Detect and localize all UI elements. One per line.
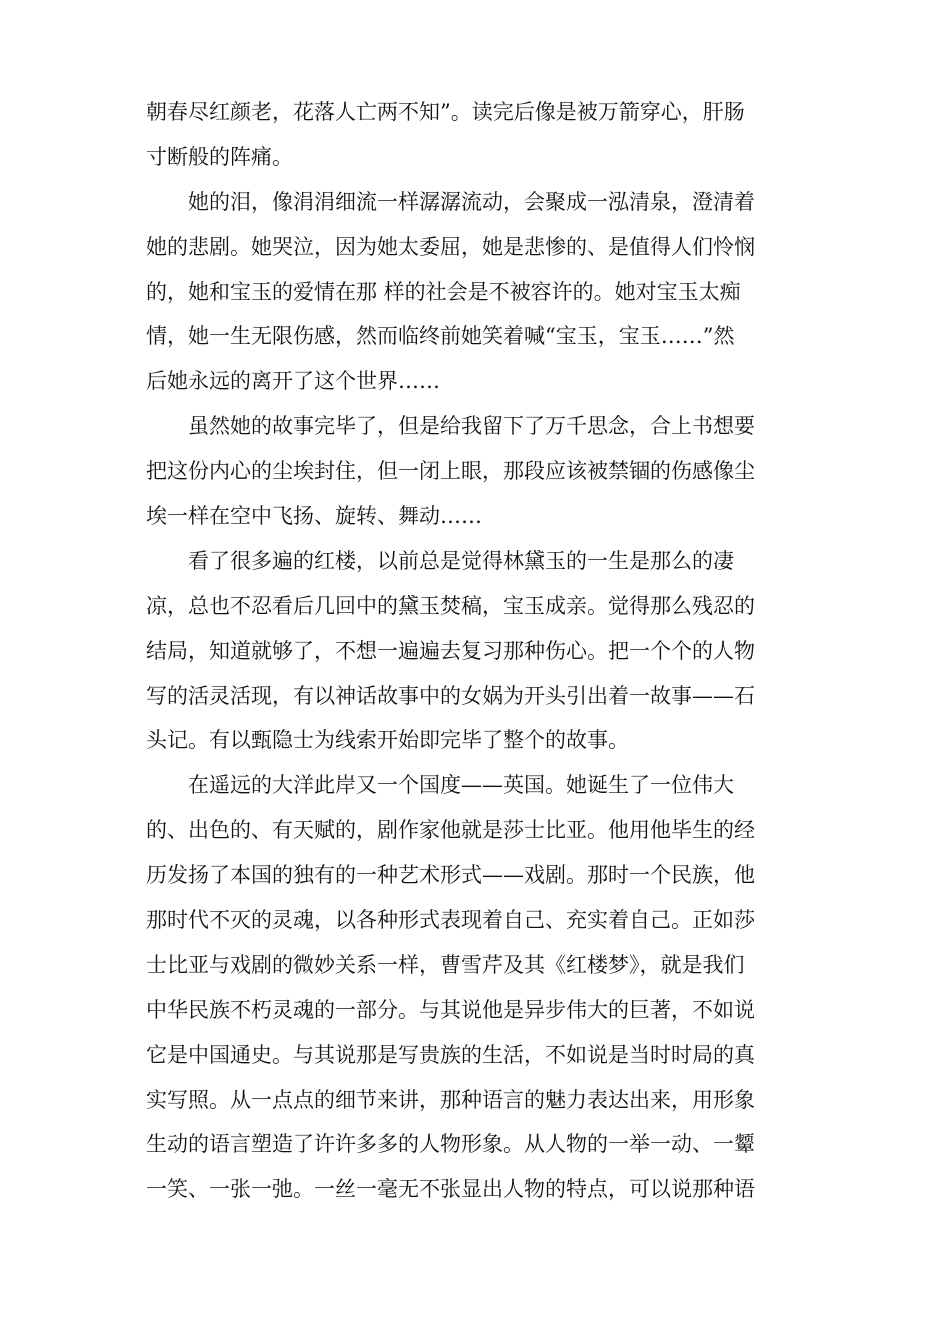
text-line: 寸断般的阵痛。 (146, 144, 293, 169)
text-line: 的，她和宝玉的爱情在那 样的社会是不被容许的。她对宝玉太痴 (146, 279, 741, 304)
paragraph-3 (146, 404, 806, 539)
text-line-first: 看了很多遍的红楼，以前总是觉得林黛玉的一生是那么的凄 (188, 548, 734, 573)
paragraph-1 (146, 90, 806, 180)
paragraph-4 (146, 539, 806, 763)
paragraph-2 (146, 180, 806, 404)
text-line: 情，她一生无限伤感，然而临终前她笑着喊“宝玉，宝玉……”然 (146, 324, 735, 349)
text-line: 凉，总也不忍看后几回中的黛玉焚稿，宝玉成亲。觉得那么残忍的 (146, 593, 755, 618)
text-line: 埃一样在空中飞扬、旋转、舞动…… (146, 504, 482, 529)
text-line: 中华民族不朽灵魂的一部分。与其说他是异步伟大的巨著，不如说 (146, 997, 755, 1022)
text-line: 结局，知道就够了，不想一遍遍去复习那种伤心。把一个个的人物 (146, 638, 755, 663)
text-line-first: 虽然她的故事完毕了，但是给我留下了万千思念，合上书想要 (188, 414, 755, 439)
text-line-first: 在遥远的大洋此岸又一个国度——英国。她诞生了一位伟大 (188, 773, 734, 798)
text-line: 她的悲剧。她哭泣，因为她太委屈，她是悲惨的、是值得人们怜悯 (146, 234, 755, 259)
text-line: 生动的语言塑造了许许多多的人物形象。从人物的一举一动、一颦 (146, 1132, 755, 1157)
text-line: 的、出色的、有天赋的，剧作家他就是莎士比亚。他用他毕生的经 (146, 818, 755, 843)
text-line: 士比亚与戏剧的微妙关系一样，曹雪芹及其《红楼梦》，就是我们 (146, 952, 745, 977)
text-line: 朝春尽红颜老，花落人亡两不知”。读完后像是被万箭穿心，肝肠 (146, 100, 745, 124)
text-line-first: 她的泪，像涓涓细流一样潺潺流动，会聚成一泓清泉，澄清着 (188, 189, 755, 214)
text-line: 它是中国通史。与其说那是写贵族的生活，不如说是当时时局的真 (146, 1042, 755, 1067)
text-line: 后她永远的离开了这个世界…… (146, 369, 440, 394)
text-line: 写的活灵活现，有以神话故事中的女娲为开头引出着一故事——石 (146, 683, 755, 708)
paragraph-5 (146, 763, 806, 1212)
essay-body (146, 90, 806, 1212)
text-line: 历发扬了本国的独有的一种艺术形式——戏剧。那时一个民族，他 (146, 863, 755, 888)
text-line: 那时代不灭的灵魂，以各种形式表现着自己、充实着自己。正如莎 (146, 908, 755, 933)
text-line: 一笑、一张一弛。一丝一毫无不张显出人物的特点，可以说那种语 (146, 1177, 755, 1202)
text-line: 头记。有以甄隐士为线索开始即完毕了整个的故事。 (146, 728, 629, 753)
text-line: 把这份内心的尘埃封住，但一闭上眼，那段应该被禁锢的伤感像尘 (146, 459, 755, 484)
text-line: 实写照。从一点点的细节来讲，那种语言的魅力表达出来，用形象 (146, 1087, 755, 1112)
